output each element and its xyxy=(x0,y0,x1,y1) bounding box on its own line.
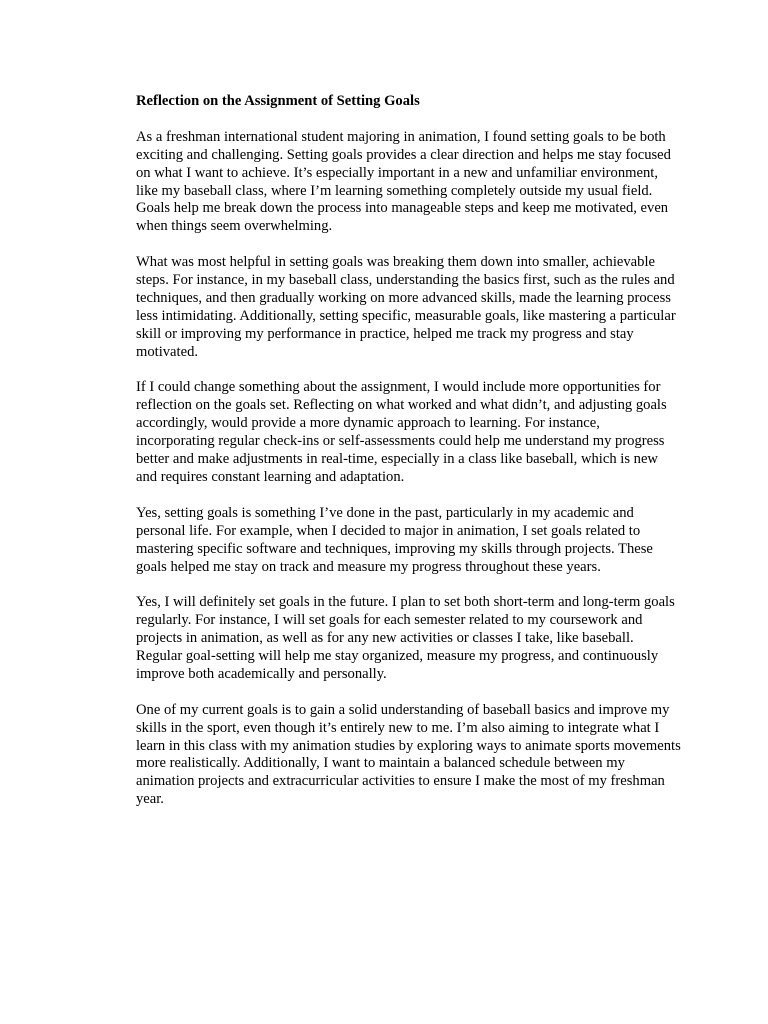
paragraph-6: One of my current goals is to gain a solid understanding of baseball basics and improve my skills in the sport, even though it’s entirely new to me. I’m also aiming to integrate what I learn in this class with my animation studies by exploring ways to animate sports movements more realistically. Additionally, I want to maintain a balanced schedule between my animation projects and extracurricular activities to ensure I make the most of my freshman year. xyxy=(136,701,681,808)
paragraph-1: As a freshman international student majoring in animation, I found setting goals to be both exciting and challenging. Setting goals provides a clear direction and helps me stay focused on what I want to achieve. It’s especially important in a new and unfamiliar environment, like my baseball class, where I’m learning something completely outside my usual field. Goals help me break down the process into manageable steps and keep me motivated, even when things seem overwhelming. xyxy=(136,128,671,235)
document-title: Reflection on the Assignment of Setting Goals xyxy=(136,93,420,109)
paragraph-2: What was most helpful in setting goals was breaking them down into smaller, achievable steps. For instance, in my baseball class, understanding the basics first, such as the rules and techniques, and then gradually working on more advanced skills, made the learning process less intimidating. Additionally, setting specific, measurable goals, like mastering a particular skill or improving my performance in practice, helped me track my progress and stay motivated. xyxy=(136,254,676,360)
paragraph-5: Yes, I will definitely set goals in the future. I plan to set both short-term and long-term goals regularly. For instance, I will set goals for each semester related to my coursework and projects in animation, as well as for any new activities or classes I take, like baseball. Regular goal-setting will help me stay organized, measure my progress, and continuously improve both academically and personally. xyxy=(136,594,675,682)
paragraph-3: If I could change something about the assignment, I would include more opportunities for reflection on the goals set. Reflecting on what worked and what didn’t, and adjusting goals accordingly, would provide a more dynamic approach to learning. For instance, incorporating regular check-ins or self-assessments could help me understand my progress better and make adjustments in real-time, especially in a class like baseball, which is new and requires constant learning and adaptation. xyxy=(136,379,667,485)
paragraph-4: Yes, setting goals is something I’ve done in the past, particularly in my academic and personal life. For example, when I decided to major in animation, I set goals related to mastering specific software and techniques, improving my skills through projects. These goals helped me stay on track and measure my progress throughout these years. xyxy=(136,504,653,575)
document-body xyxy=(136,93,682,827)
